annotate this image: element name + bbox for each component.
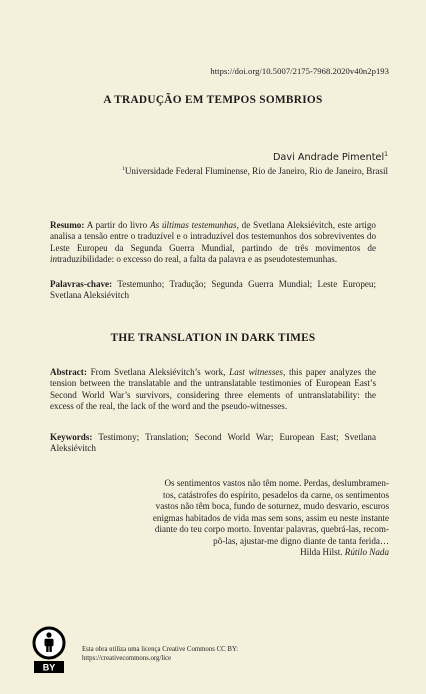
abstract-en-text-1: From Svetlana Aleksiévitch’s work, [86,367,230,377]
creative-commons-by-graphic [32,626,66,674]
abstract-pt-text-3: traduzibilidade: o excesso do real, a falta da palavra e as pseudotestemunhas. [57,253,338,264]
author-footnote-mark: 1 [384,151,388,158]
epigraph-line: Os sentimentos vastos não têm nome. Perdas, deslumbramen- [164,478,389,488]
epigraph [104,478,389,559]
abstract-en-text-2: , this paper analyzes the tension between the translatable and the untranslatable testimonies of European East’s Second World War’s survivors, considering three elements of untranslatability: the excess of the real, the lack of the word and the pseudo-witnesses. [50,367,376,411]
epigraph-line: diante do teu corpo morto. Inventar palavras, quebrá-las, recom- [154,524,389,534]
abstract-pt-label: Resumo: [50,220,85,230]
creative-commons-by-icon [32,626,66,674]
abstract-english [50,367,376,412]
epigraph-attribution [104,547,389,559]
keywords-portuguese [50,279,376,302]
epigraph-line: pô-las, ajustar-me digno diante de tanta ferida… [213,535,389,546]
keywords-en-text: Testimony; Translation; Second World War; European East; Svetlana Aleksiévitch [50,432,376,454]
article-title-english: THE TRANSLATION IN DARK TIMES [110,332,316,344]
abstract-pt-text-2: , de Svetlana Aleksiévitch, este artigo analisa a tensão entre o traduzível e o intraduzível dos testemunhos dos sobreviventes do Leste Europeu da Segunda Guerra Mundial, partindo de três movimentos de [50,220,376,253]
license-notice [82,645,238,663]
license-badge-text: BY [42,662,56,673]
affiliation-text: Universidade Federal Fluminense, Rio de Janeiro, Rio de Janeiro, Brasil [124,166,388,176]
license-url[interactable]: https://creativecommons.org/lice [82,655,172,662]
abstract-pt-book-title: As últimas testemunhas [150,220,237,230]
keywords-english [50,432,376,455]
author-name-text: Davi Andrade Pimentel [272,152,385,163]
epigraph-line: vastos não têm boca, fundo de soturnez, mudo desvario, escuros [155,501,389,511]
epigraph-work: Rútilo Nada [344,547,389,557]
epigraph-line: enigmas habitados de vida mas sem sons, assim eu neste instante [152,512,389,523]
abstract-en-book-title: Last witnesses [229,367,283,377]
epigraph-author: Hilda Hilst. [300,547,345,557]
license-line-1: Esta obra utiliza uma licença Creative Commons CC BY: [82,646,239,653]
article-title-portuguese: A TRADUÇÃO EM TEMPOS SOMBRIOS [103,94,323,106]
author-affiliation [122,166,388,176]
abstract-pt-text-1: A partir do livro [84,220,151,230]
doi-link[interactable]: https://doi.org/10.5007/2175-7968.2020v40n2p193 [210,66,389,76]
keywords-pt-label: Palavras-chave: [50,279,113,289]
affiliation-footnote-mark: 1 [122,166,125,172]
abstract-portuguese [50,220,376,265]
keywords-en-label: Keywords: [50,432,93,442]
keywords-pt-text: Testemunho; Tradução; Segunda Guerra Mundial; Leste Europeu; Svetlana Aleksiévitch [50,279,376,301]
author-name [273,151,388,163]
abstract-en-label: Abstract: [50,367,87,377]
epigraph-line: tos, catástrofes do espírito, pesadelos da carne, os sentimentos [162,489,389,500]
abstract-pt-italic-prefix: in [50,253,58,264]
